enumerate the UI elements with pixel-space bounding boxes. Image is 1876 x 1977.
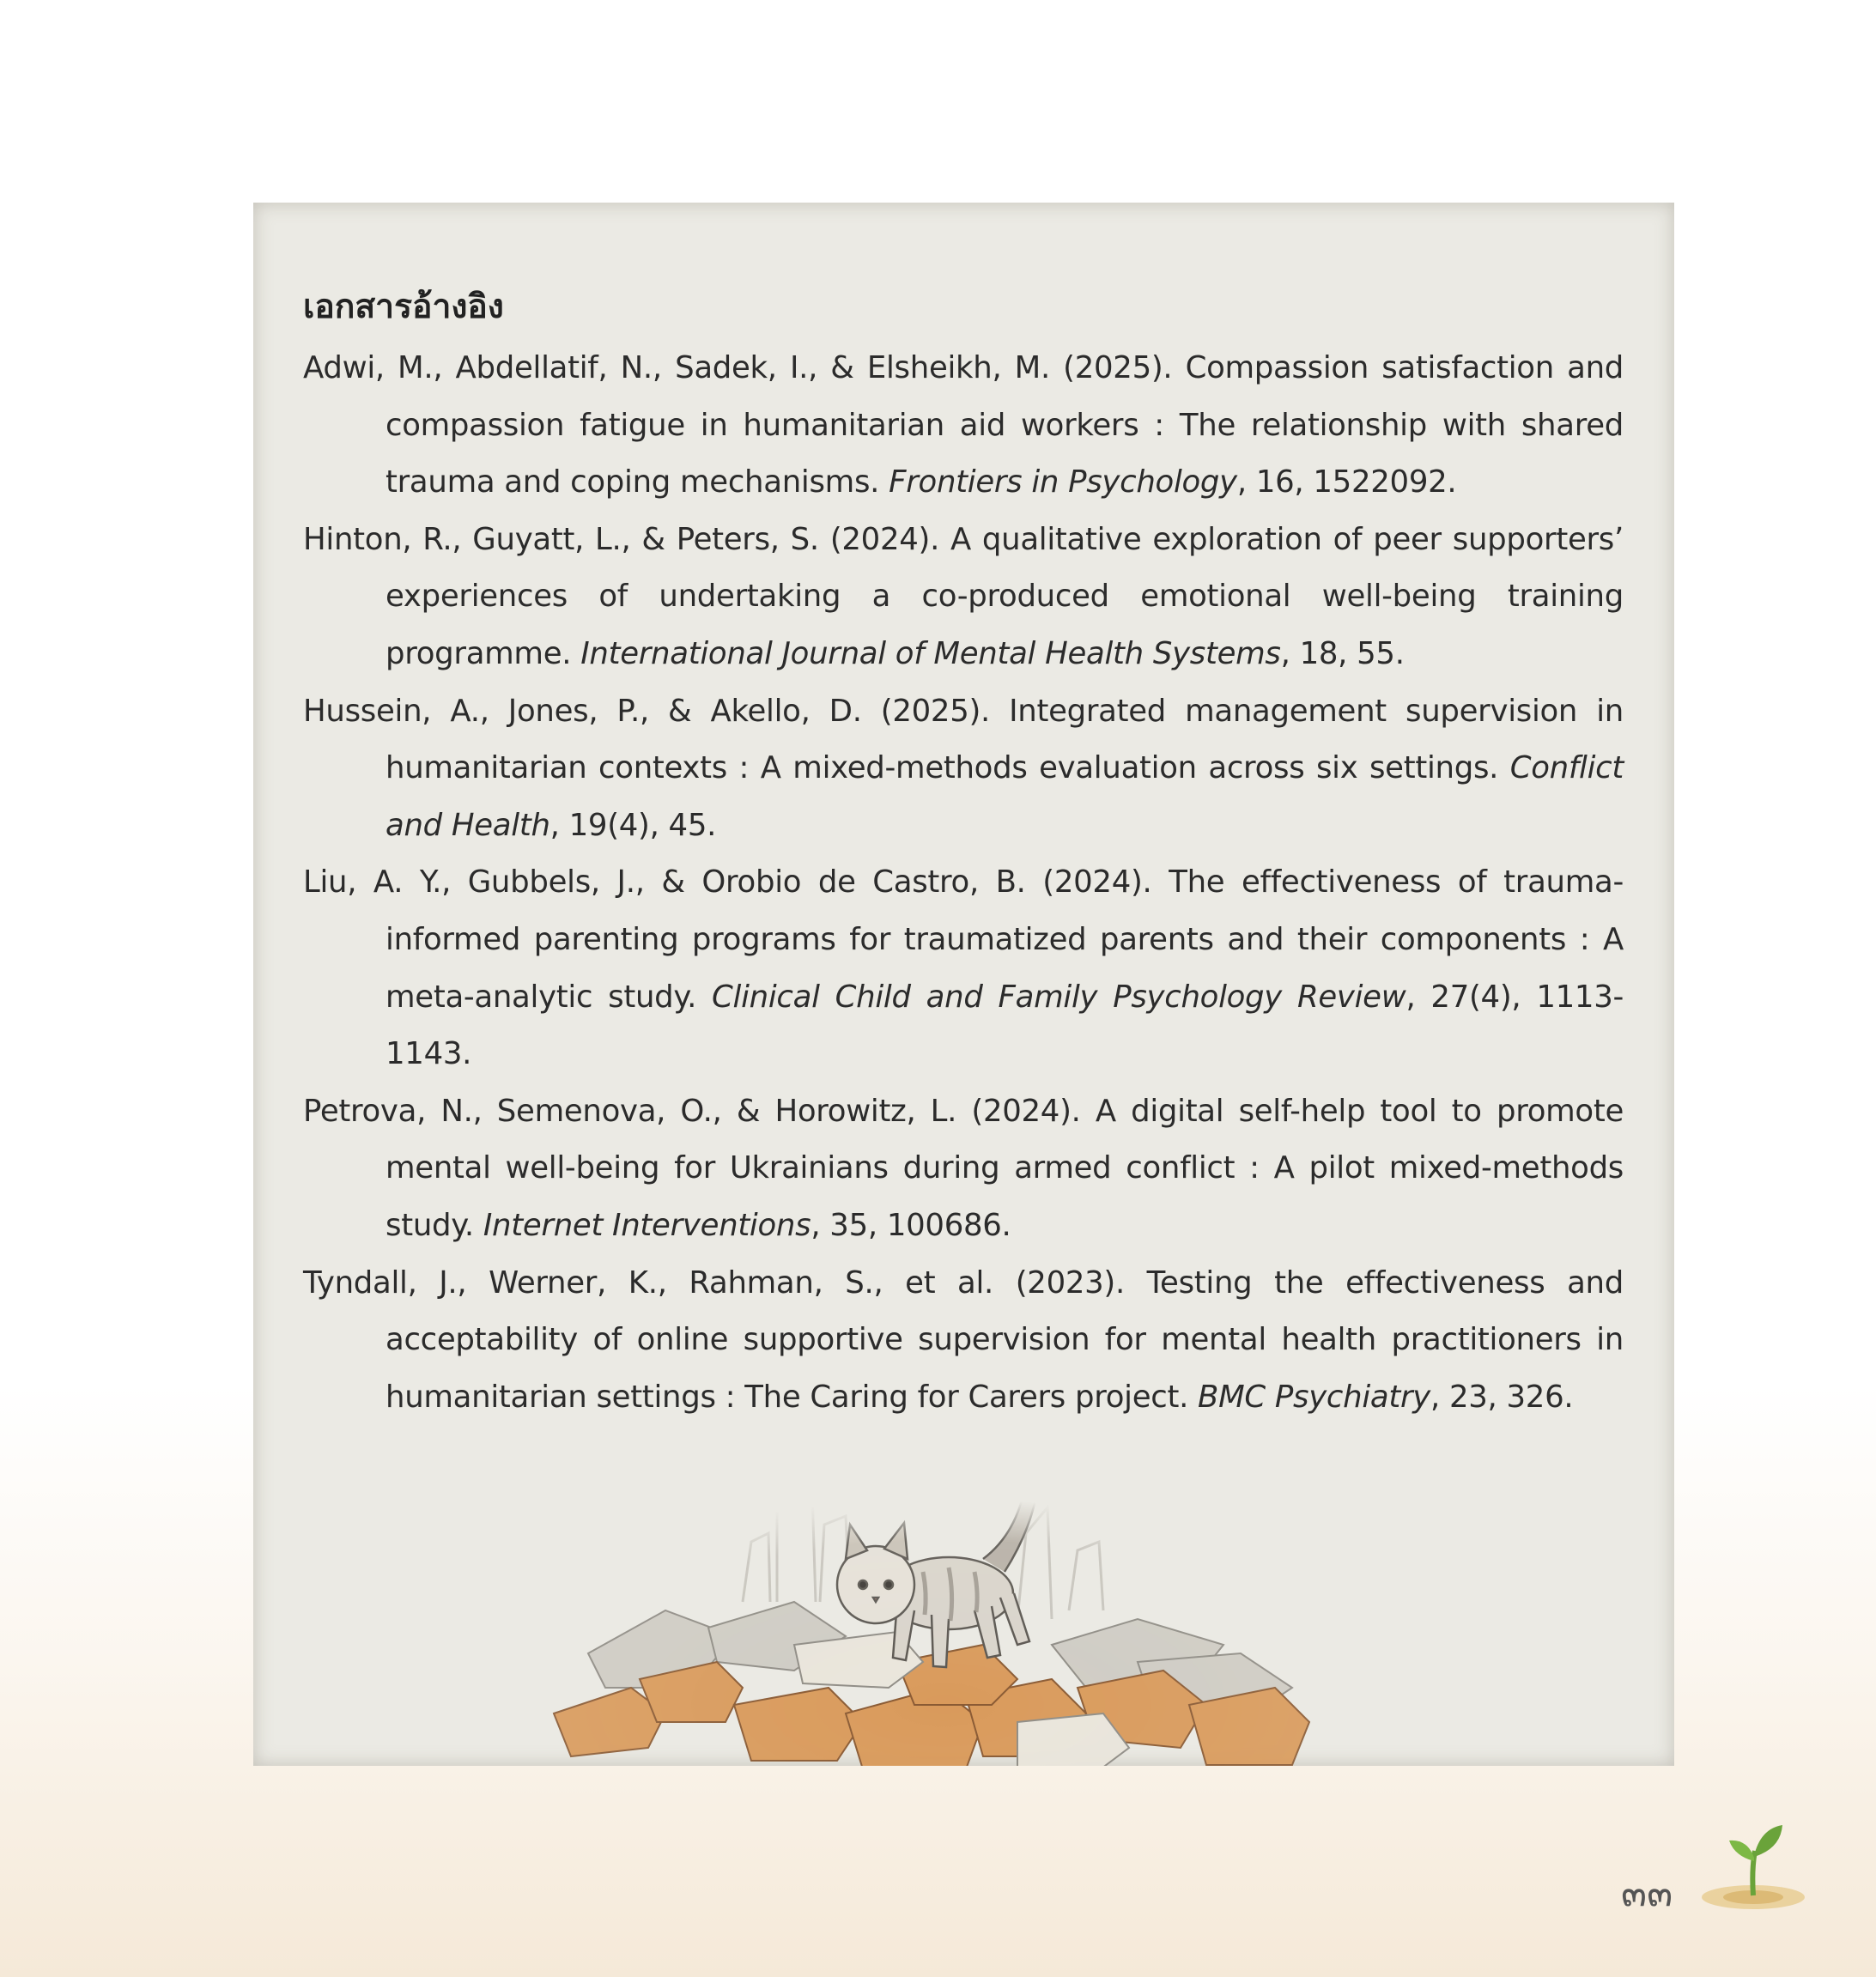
- reference-item: Petrova, N., Semenova, O., & Horowitz, L. (2024). A digital self-help tool to promote mental well-being for Ukrainians during armed conflict : A pilot mixed-methods study. Internet Interventions, 35, 100686.: [303, 1093, 1624, 1243]
- sprout-icon: [1700, 1818, 1812, 1913]
- reference-item: Adwi, M., Abdellatif, N., Sadek, I., & Elsheikh, M. (2025). Compassion satisfaction and compassion fatigue in humanitarian aid workers : The relationship with shared trauma and coping mechanisms. Frontiers in Psychology, 16, 1522092.: [303, 350, 1624, 500]
- references-panel: [253, 203, 1674, 1766]
- page-number: ๓๓: [1621, 1871, 1673, 1915]
- journal-title: International Journal of Mental Health Systems: [580, 635, 1281, 671]
- journal-title: Conflict and Health: [386, 750, 1624, 843]
- journal-title: BMC Psychiatry: [1198, 1379, 1430, 1415]
- journal-title: Clinical Child and Family Psychology Review: [712, 979, 1406, 1015]
- cat-on-rubble-illustration: [537, 1430, 1352, 1766]
- journal-title: Internet Interventions: [483, 1207, 811, 1243]
- page-title: เอกสารอ้างอิง: [303, 288, 504, 326]
- reference-item: Liu, A. Y., Gubbels, J., & Orobio de Castro, B. (2024). The effectiveness of trauma-informed parenting programs for traumatized parents and their components : A meta-analytic study. Clinical Child and Family Psychology Review, 27(4), 1113-1143.: [303, 864, 1624, 1072]
- references-content: [303, 282, 1624, 1426]
- reference-item: Hussein, A., Jones, P., & Akello, D. (2025). Integrated management supervision in humanitarian contexts : A mixed-methods evaluation across six settings. Conflict and Health, 19(4), 45.: [303, 693, 1624, 843]
- journal-title: Frontiers in Psychology: [889, 464, 1237, 500]
- reference-item: Hinton, R., Guyatt, L., & Peters, S. (2024). A qualitative exploration of peer supporters’ experiences of undertaking a co-produced emotional well-being training programme. International Journal of Mental Health Systems, 18, 55.: [303, 521, 1624, 671]
- reference-item: Tyndall, J., Werner, K., Rahman, S., et al. (2023). Testing the effectiveness and acceptability of online supportive supervision for mental health practitioners in humanitarian settings : The Caring for Carers project. BMC Psychiatry, 23, 326.: [303, 1264, 1624, 1415]
